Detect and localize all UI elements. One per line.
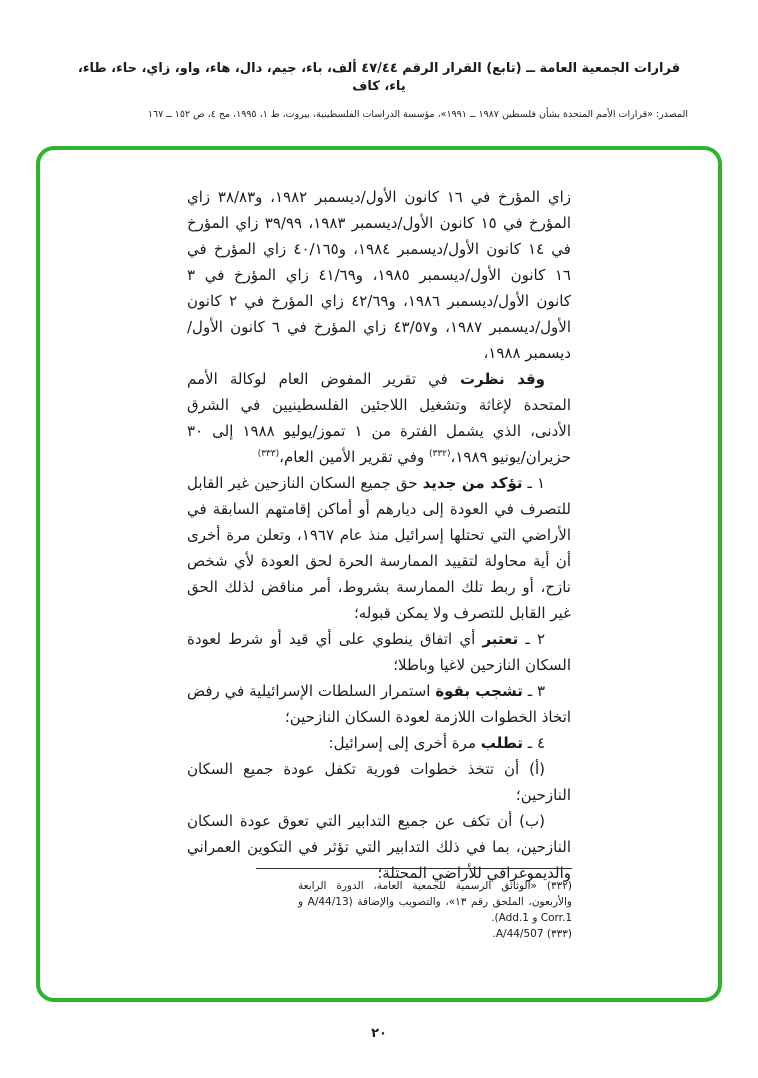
clause-4-number: ٤ ـ xyxy=(523,734,545,752)
page-number: ٢٠ xyxy=(371,1026,387,1041)
preamble-text-a: في تقرير المفوض العام لوكالة الأمم المتحدة لإغاثة وتشغيل اللاجئين الفلسطينيين في الشرق الأدنى، الذي يشمل الفترة من ١ تموز/يوليو ١٩٨٨ إلى ٣٠ حزيران/يونيو ١٩٨٩، xyxy=(187,370,571,466)
footnote-332 xyxy=(298,878,572,926)
clause-3-lead: تشجب بقوة xyxy=(435,682,523,700)
clause-1-lead: تؤكد من جديد xyxy=(422,474,523,492)
paragraph-preamble xyxy=(187,366,571,470)
clause-3-number: ٣ ـ xyxy=(522,682,545,700)
paragraph-continuation: زاي المؤرخ في ١٦ كانون الأول/ديسمبر ١٩٨٢، و٣٨/٨٣ زاي المؤرخ في ١٥ كانون الأول/ديسمبر ١٩٨٣، ٣٩/٩٩ زاي المؤرخ في ١٤ كانون الأول/ديسمبر ١٩٨٤، و٤٠/١٦٥ زاي المؤرخ في ١٦ كانون الأول/ديسمبر ١٩٨٥، و٤١/٦٩ زاي المؤرخ في ٣ كانون الأول/ديسمبر ١٩٨٦، و٤٢/٦٩ زاي المؤرخ في ٢ كانون الأول/ديسمبر ١٩٨٧، و٤٣/٥٧ زاي المؤرخ في ٦ كانون الأول/ديسمبر ١٩٨٨، xyxy=(187,188,572,362)
header-source: المصدر: «قرارات الأمم المتحدة بشأن فلسطين ١٩٨٧ ــ ١٩٩١»، مؤسسة الدراسات الفلسطينية، بيروت، ط ١، ١٩٩٥، مج ٤، ص ١٥٢ ــ ١٦٧ xyxy=(147,109,688,121)
footnote-333 xyxy=(298,926,572,942)
footnote-332-marker: (٣٣٢) xyxy=(546,880,572,892)
subclause-b-text: أن تكف عن جميع التدابير التي تعوق عودة السكان النازحين، بما في ذلك التدابير التي تؤثر في التكوين العمراني والديموغرافي للأراضي المحتلة؛ xyxy=(187,812,571,882)
footnote-divider xyxy=(256,868,572,869)
footnote-333-text: A/44/507. xyxy=(492,928,547,940)
document-header xyxy=(70,60,688,120)
clause-1-text: حق جميع السكان النازحين غير القابل للتصرف في العودة إلى ديارهم أو أماكن إقامتهم السابقة في الأراضي التي تحتلها إسرائيل منذ عام ١٩٦٧، وتعلن مرة أخرى أن أية محاولة لتقييد الممارسة الحرة لحق العودة لأي شخص نازح، أو ربط تلك الممارسة بشروط، أمر مناقض لذلك الحق غير القابل للتصرف ولا يمكن قبوله؛ xyxy=(187,474,571,622)
clause-2-number: ٢ ـ xyxy=(518,630,545,648)
subclause-a xyxy=(187,756,571,808)
content-frame xyxy=(36,146,722,1002)
clause-3 xyxy=(187,678,571,730)
clause-4-lead: تطلب xyxy=(480,734,523,752)
footnote-333-marker: (٣٣٣) xyxy=(546,928,572,940)
clause-4-text: مرة أخرى إلى إسرائيل: xyxy=(328,734,481,752)
footnote-ref-333: (٣٣٣) xyxy=(257,449,280,459)
preamble-text-b: وفي تقرير الأمين العام، xyxy=(279,448,429,466)
subclause-a-marker: (أ) xyxy=(529,760,545,778)
clause-1-number: ١ ـ xyxy=(522,474,545,492)
resolution-body xyxy=(187,184,571,886)
footnote-332-text: «الوثائق الرسمية للجمعية العامة، الدورة الرابعة والأربعون، الملحق رقم ١٣»، والتصويب والإضافة (A/44/13 و Corr.1 و Add.1). xyxy=(298,880,572,924)
footnote-list xyxy=(298,878,572,942)
subclause-b-marker: (ب) xyxy=(519,812,545,830)
footnote-ref-332: (٣٣٢) xyxy=(428,449,451,459)
clause-2-text: أي اتفاق ينطوي على أي قيد أو شرط لعودة السكان النازحين لاغيا وباطلا؛ xyxy=(187,630,571,674)
header-title: قرارات الجمعية العامة ــ (تابع) القرار الرقم ٤٧/٤٤ ألف، باء، جيم، دال، هاء، واو، زاي، حاء، طاء، ياء، كاف xyxy=(77,61,681,95)
clause-2 xyxy=(187,626,571,678)
subclause-a-text: أن تتخذ خطوات فورية تكفل عودة جميع السكان النازحين؛ xyxy=(187,760,571,804)
clause-3-text: استمرار السلطات الإسرائيلية في رفض اتخاذ الخطوات اللازمة لعودة السكان النازحين؛ xyxy=(187,682,571,726)
clause-2-lead: تعتبر xyxy=(482,630,519,648)
preamble-lead: وقد نظرت xyxy=(459,370,545,388)
footnotes-section xyxy=(184,868,572,942)
clause-4 xyxy=(187,730,571,756)
clause-1 xyxy=(187,470,571,626)
